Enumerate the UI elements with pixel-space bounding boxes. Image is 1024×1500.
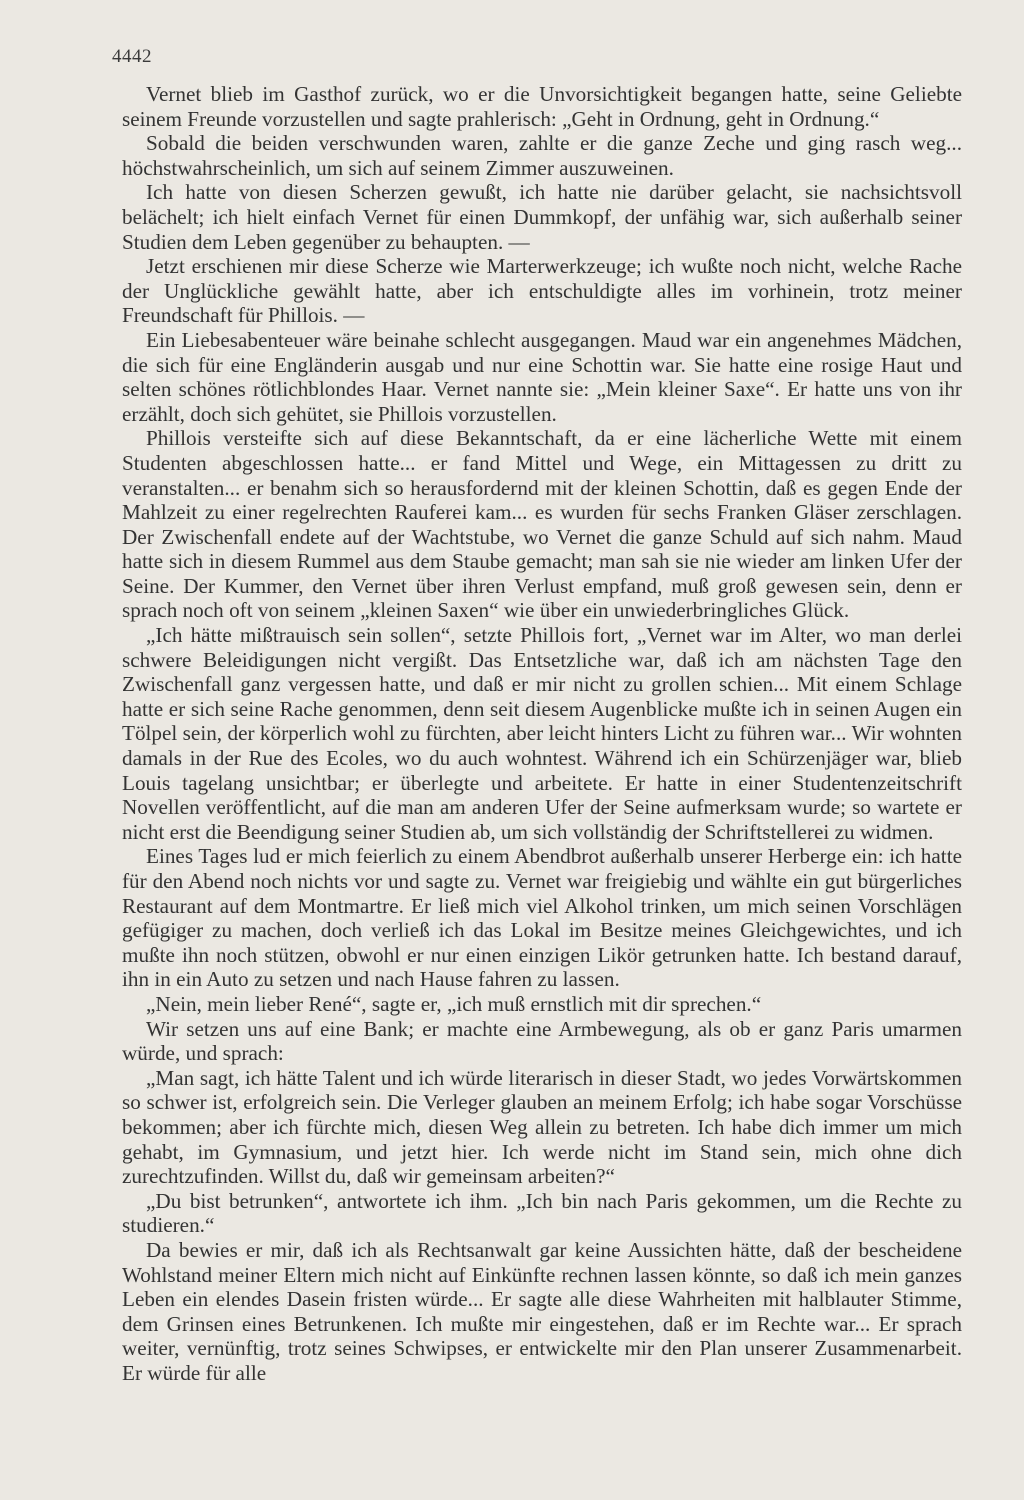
paragraph: Sobald die beiden verschwunden waren, zahlte er die ganze Zeche und ging rasch weg... höchstwahrscheinlich, um sich auf seinem Zimmer auszuweinen. xyxy=(122,131,962,180)
paragraph: Wir setzen uns auf eine Bank; er machte eine Armbewegung, als ob er ganz Paris umarmen würde, und sprach: xyxy=(122,1016,962,1066)
paragraph: Eines Tages lud er mich feierlich zu einem Abendbrot außerhalb unserer Herberge ein: ich hatte für den Abend noch nichts vor und sagte zu. Vernet war freigiebig und wählte ein gut bürgerliches Restaurant auf dem Montmartre. Er ließ mich viel Alkohol trinken, um mich seinen Vorschlägen gefügiger zu machen, doch verließ ich das Lokal im Besitze meines Gleichgewichtes, und ich mußte ihn noch stützen, obwohl er nur einen einzigen Likör getrunken hatte. Ich bestand darauf, ihn in ein Auto zu setzen und nach Hause fahren zu lassen. xyxy=(122,844,962,992)
paragraph: „Man sagt, ich hätte Talent und ich würde literarisch in dieser Stadt, wo jedes Vorwärtskommen so schwer ist, erfolgreich sein. Die Verleger glauben an meinem Erfolg; ich habe sogar Vorschüsse bekommen; aber ich fürchte mich, diesen Weg allein zu betreten. Ich habe dich immer um mich gehabt, im Gymnasium, und jetzt hier. Ich werde nicht im Stand sein, mich ohne dich zurechtzufinden. Willst du, daß wir gemeinsam arbeiten?“ xyxy=(122,1065,962,1189)
paragraph: „Ich hätte mißtrauisch sein sollen“, setzte Phillois fort, „Vernet war im Alter, wo man derlei schwere Beleidigungen nicht vergißt. Das Entsetzliche war, daß ich am nächsten Tage den Zwischenfall ganz vergessen hatte, und daß er mir nicht zu grollen schien... Mit einem Schlage hatte er sich seine Rache genommen, denn seit diesem Augenblicke mußte ich in seinen Augen ein Tölpel sein, der körperlich wohl zu fürchten, aber leicht hinters Licht zu führen war... Wir wohnten damals in der Rue des Ecoles, wo du auch wohntest. Während ich ein Schürzenjäger war, blieb Louis tagelang unsichtbar; er überlegte und arbeitete. Er hatte in einer Studentenzeitschrift Novellen veröffentlicht, auf die man am anderen Ufer der Seine aufmerksam wurde; so wartete er nicht erst die Beendigung seiner Studien ab, um sich vollständig der Schriftstellerei zu widmen. xyxy=(122,623,962,844)
body-text xyxy=(122,82,962,1385)
page-number: 4442 xyxy=(112,46,152,67)
paragraph: Phillois versteifte sich auf diese Bekanntschaft, da er eine lächerliche Wette mit einem Studenten abgeschlossen hatte... er fand Mittel und Wege, ein Mittagessen zu dritt zu veranstalten... er benahm sich so herausfordernd mit der kleinen Schottin, daß es gegen Ende der Mahlzeit zu einer regelrechten Rauferei kam... es wurden für sechs Franken Gläser zerschlagen. Der Zwischenfall endete auf der Wachtstube, wo Vernet die ganze Schuld auf sich nahm. Maud hatte sich in diesem Rummel aus dem Staube gemacht; man sah sie nie wieder am linken Ufer der Seine. Der Kummer, den Vernet über ihren Verlust empfand, muß groß gewesen sein, denn er sprach noch oft von seinem „kleinen Saxen“ wie über ein unwiederbringliches Glück. xyxy=(122,426,962,623)
paragraph: „Nein, mein lieber René“, sagte er, „ich muß ernstlich mit dir sprechen.“ xyxy=(146,991,762,1016)
paragraph: Jetzt erschienen mir diese Scherze wie Marterwerkzeuge; ich wußte noch nicht, welche Rache der Unglückliche gewählt hatte, aber ich entschuldigte alles im vorhinein, trotz meiner Freundschaft für Phillois. — xyxy=(122,254,962,328)
paragraph: Vernet blieb im Gasthof zurück, wo er die Unvorsichtigkeit begangen hatte, seine Geliebte seinem Freunde vorzustellen und sagte prahlerisch: „Geht in Ordnung, geht in Ordnung.“ xyxy=(122,82,962,131)
paragraph: „Du bist betrunken“, antwortete ich ihm. „Ich bin nach Paris gekommen, um die Rechte zu studieren.“ xyxy=(122,1188,962,1238)
paragraph: Da bewies er mir, daß ich als Rechtsanwalt gar keine Aussichten hätte, daß der bescheidene Wohlstand meiner Eltern mich nicht auf Einkünfte rechnen lassen könnte, so daß ich mein ganzes Leben ein elendes Dasein fristen würde... Er sagte alle diese Wahrheiten mit halblauter Stimme, dem Grinsen eines Betrunkenen. Ich mußte mir eingestehen, daß er im Rechte war... Er sprach weiter, vernünftig, trotz seines Schwipses, er entwickelte mir den Plan unserer Zusammenarbeit. Er würde für alle xyxy=(122,1237,962,1385)
paragraph: Ein Liebesabenteuer wäre beinahe schlecht ausgegangen. Maud war ein angenehmes Mädchen, die sich für eine Engländerin ausgab und nur eine Schottin war. Sie hatte eine rosige Haut und selten schönes rötlichblondes Haar. Vernet nannte sie: „Mein kleiner Saxe“. Er hatte uns von ihr erzählt, doch sich gehütet, sie Phillois vorzustellen. xyxy=(122,327,962,426)
paragraph: Ich hatte von diesen Scherzen gewußt, ich hatte nie darüber gelacht, sie nachsichtsvoll belächelt; ich hielt einfach Vernet für einen Dummkopf, der unfähig war, sich außerhalb seiner Studien dem Leben gegenüber zu behaupten. — xyxy=(122,180,962,254)
